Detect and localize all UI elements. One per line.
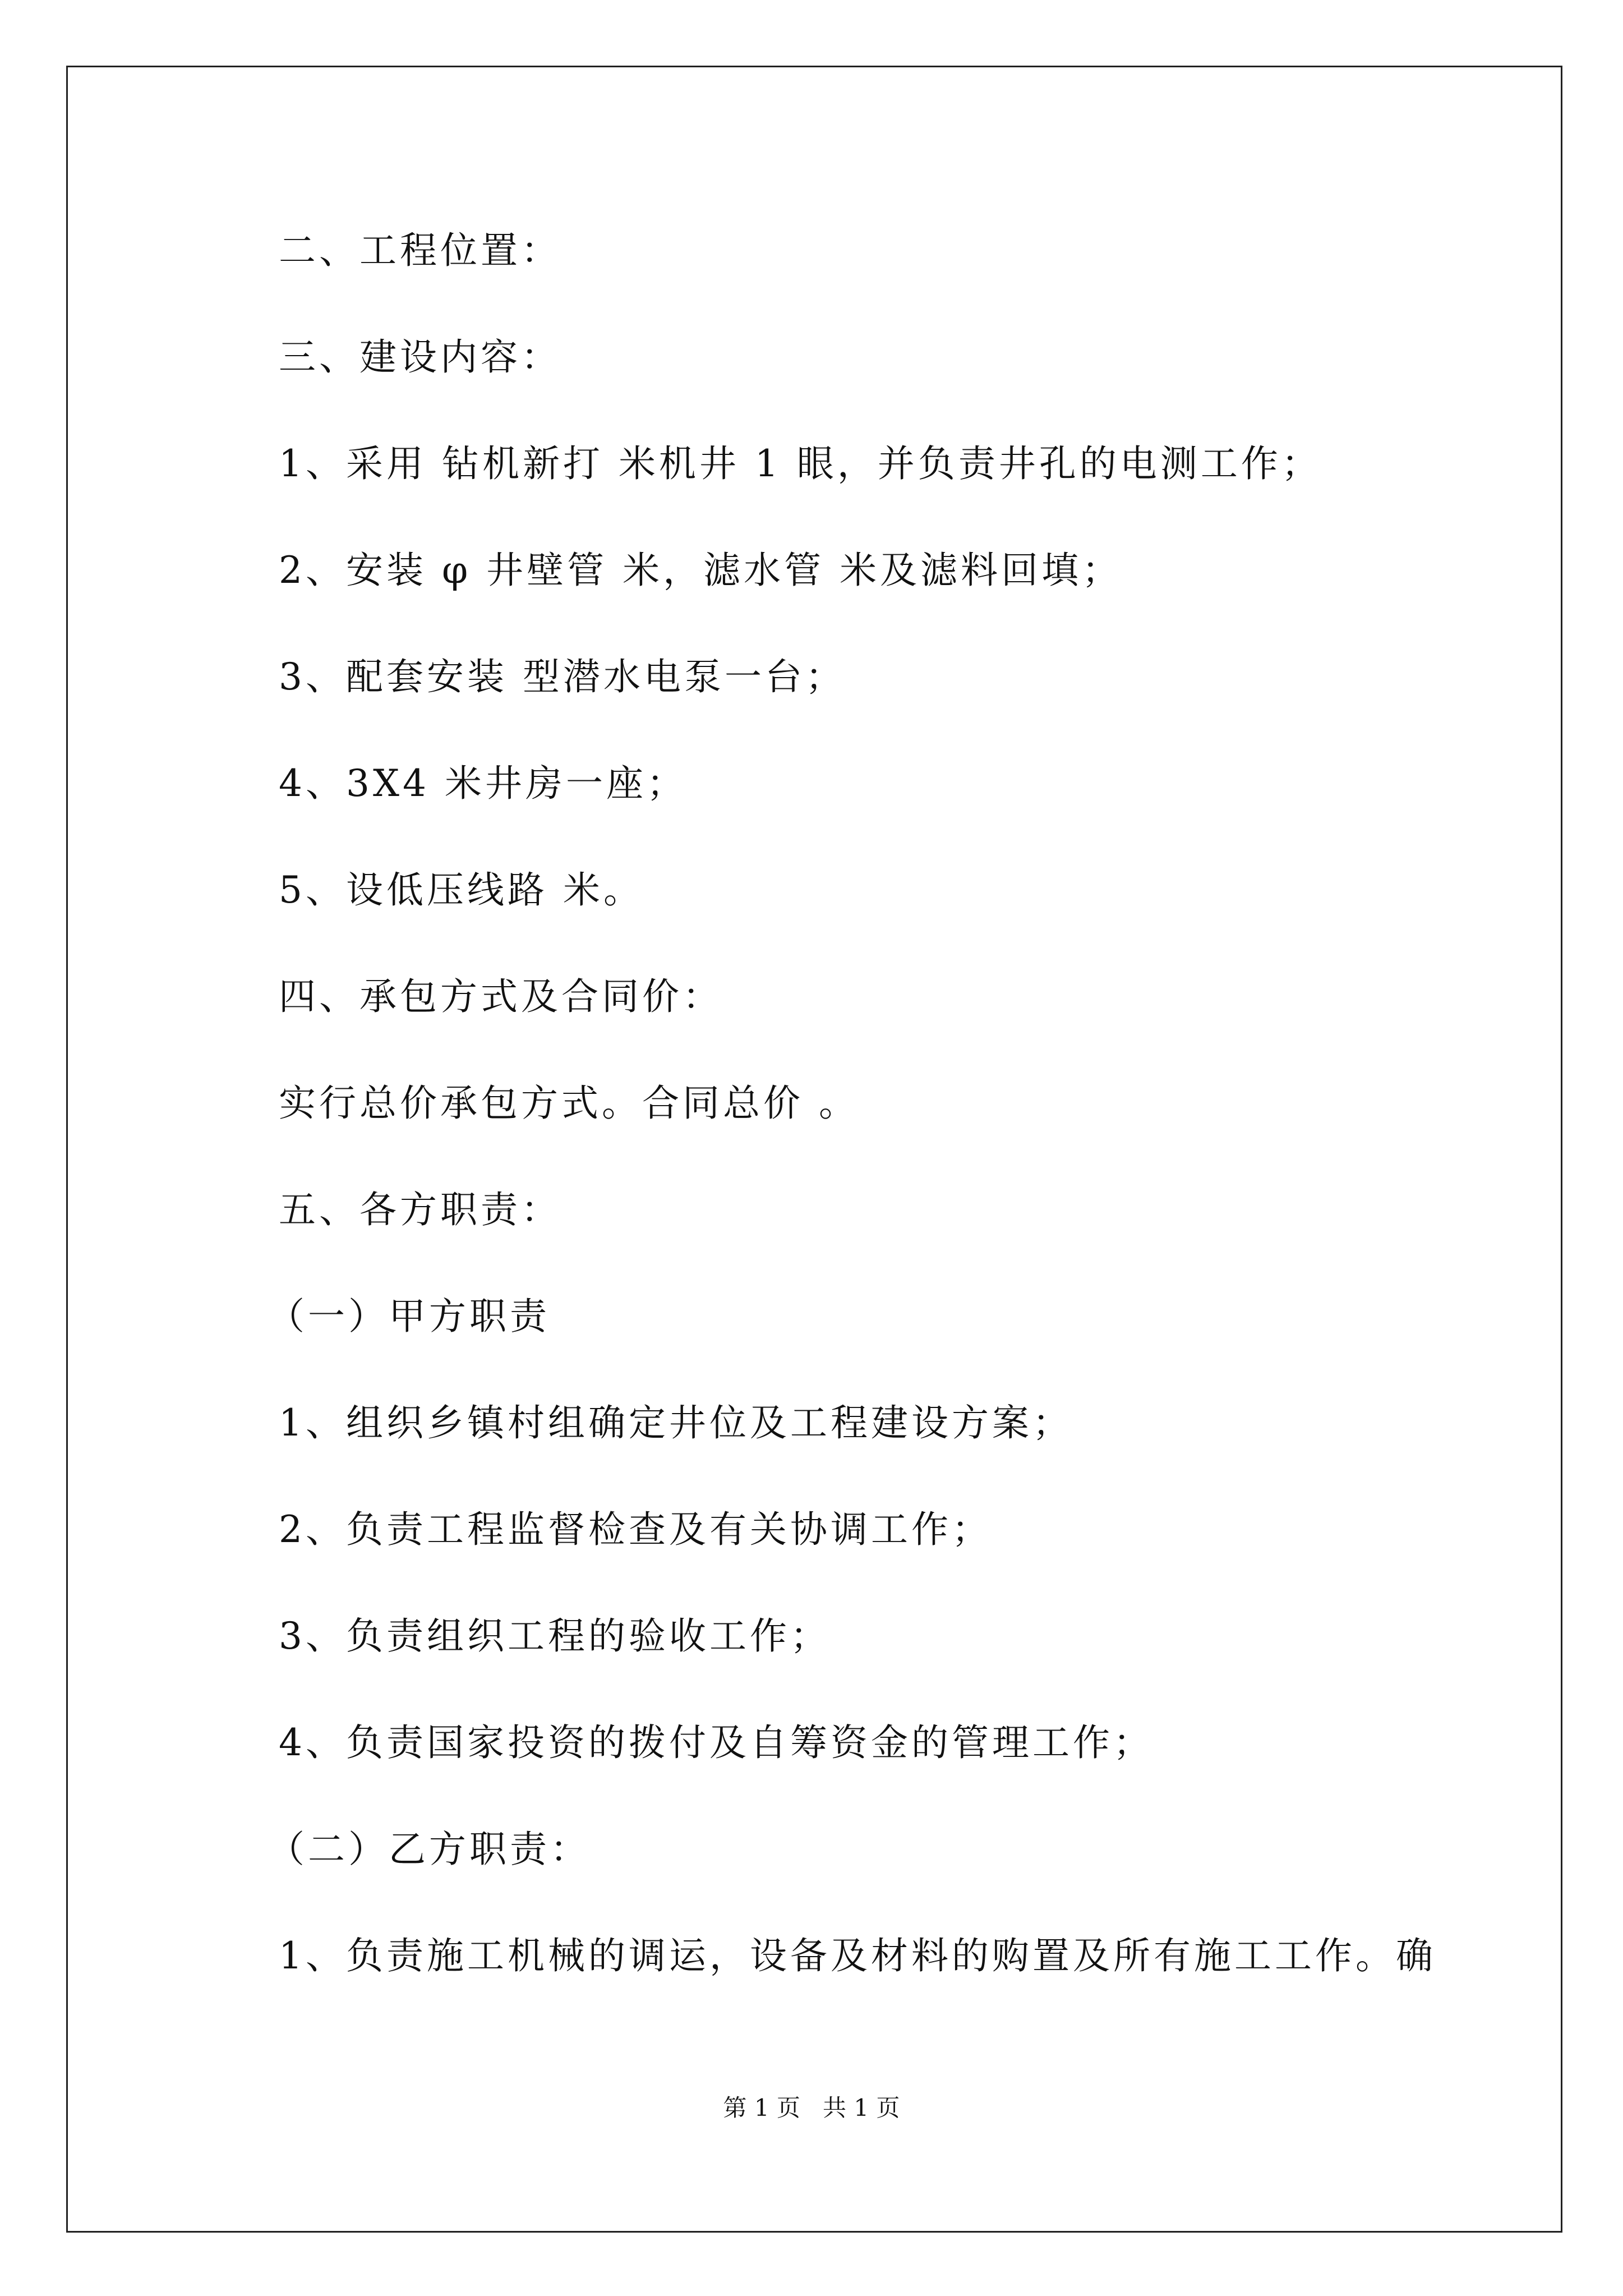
list-item: 3、配套安装 型潜水电泵一台； <box>279 655 846 698</box>
list-item: 5、设低压线路 米。 <box>279 868 644 912</box>
list-item: 3、负责组织工程的验收工作； <box>279 1614 831 1658</box>
list-item: 1、组织乡镇村组确定井位及工程建设方案； <box>279 1401 1073 1444</box>
page-frame <box>66 66 1562 2233</box>
section-heading: 二、工程位置： <box>279 229 561 272</box>
subsection-heading: （一）甲方职责 <box>268 1295 550 1338</box>
list-item: 2、安装 φ 井壁管 米，滤水管 米及滤料回填； <box>279 549 1123 592</box>
list-item: 1、负责施工机械的调运，设备及材料的购置及所有施工工作。确 <box>279 1934 1436 1977</box>
section-heading: 三、建设内容： <box>279 335 561 379</box>
list-item: 4、负责国家投资的拨付及自筹资金的管理工作； <box>279 1721 1154 1764</box>
section-heading: 五、各方职责： <box>279 1188 561 1231</box>
paragraph: 实行总价承包方式。合同总价 。 <box>279 1082 859 1125</box>
page-number: 第 1 页 共 1 页 <box>723 2094 900 2122</box>
list-item: 1、采用 钻机新打 米机井 1 眼，并负责井孔的电测工作； <box>279 442 1322 485</box>
list-item: 4、3X4 米井房一座； <box>279 762 687 805</box>
subsection-heading: （二）乙方职责： <box>268 1828 591 1871</box>
section-heading: 四、承包方式及合同价： <box>279 975 723 1018</box>
list-item: 2、负责工程监督检查及有关协调工作； <box>279 1508 992 1551</box>
